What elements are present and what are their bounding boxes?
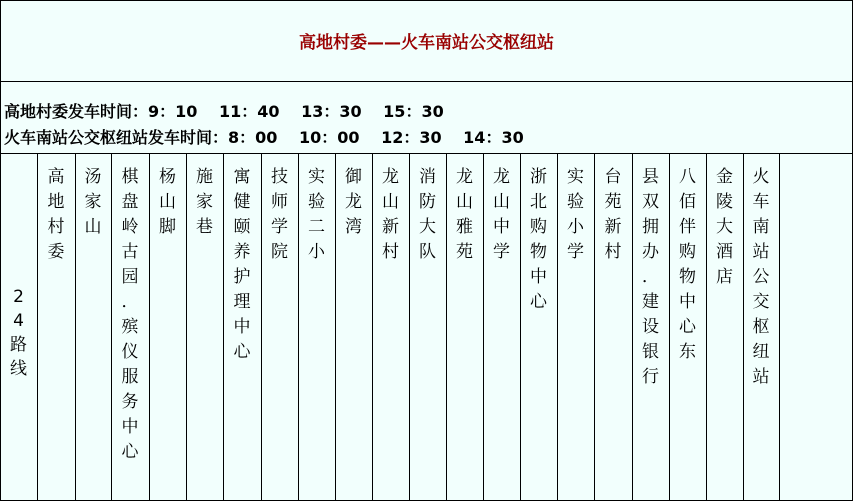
stop-name: 龙 山 雅 苑 [456, 167, 473, 262]
stop-name: 台 苑 新 村 [604, 167, 622, 262]
stop-name: 寓 健 颐 养 护 理 中 心 [233, 167, 251, 362]
stop-name: 实 验 二 小 [308, 167, 325, 262]
stop-name: 技 师 学 院 [271, 167, 288, 262]
top-border [0, 0, 853, 1]
page-title: 高地村委——火车南站公交枢纽站 [299, 33, 554, 53]
title-divider [0, 81, 853, 82]
departure-times-gaodi: 高地村委发车时间：9：10 11：40 13：30 15：30 [4, 102, 444, 121]
stop-name: 火 车 南 站 公 交 枢 纽 站 [752, 167, 770, 387]
stop-name: 县 双 拥 办 ． 建 设 银 行 [642, 167, 659, 387]
stop-name: 消 防 大 队 [419, 167, 436, 262]
departure-times-station: 火车南站公交枢纽站发车时间：8：00 10：00 12：30 14：30 [4, 128, 524, 147]
stop-name: 汤 家 山 [84, 167, 102, 237]
stop-name: 八 佰 伴 购 物 中 心 东 [679, 167, 696, 362]
stop-name: 杨 山 脚 [159, 167, 176, 237]
times-divider [0, 153, 853, 154]
stop-name: 浙 北 购 物 中 心 [530, 167, 547, 312]
stop-name: 御 龙 湾 [345, 167, 362, 237]
stop-name: 实 验 小 学 [567, 167, 584, 262]
stop-name: 棋 盘 岭 古 园 ． 殡 仪 服 务 中 心 [121, 167, 139, 462]
stop-name: 高 地 村 委 [47, 167, 65, 262]
column-divider [779, 153, 780, 501]
stop-name: 金 陵 大 酒 店 [716, 167, 733, 287]
stop-name: 龙 山 新 村 [382, 167, 399, 262]
stop-name: 龙 山 中 学 [493, 167, 510, 262]
route-label: 2 4 路 线 [10, 286, 27, 379]
stop-name: 施 家 巷 [196, 167, 213, 237]
